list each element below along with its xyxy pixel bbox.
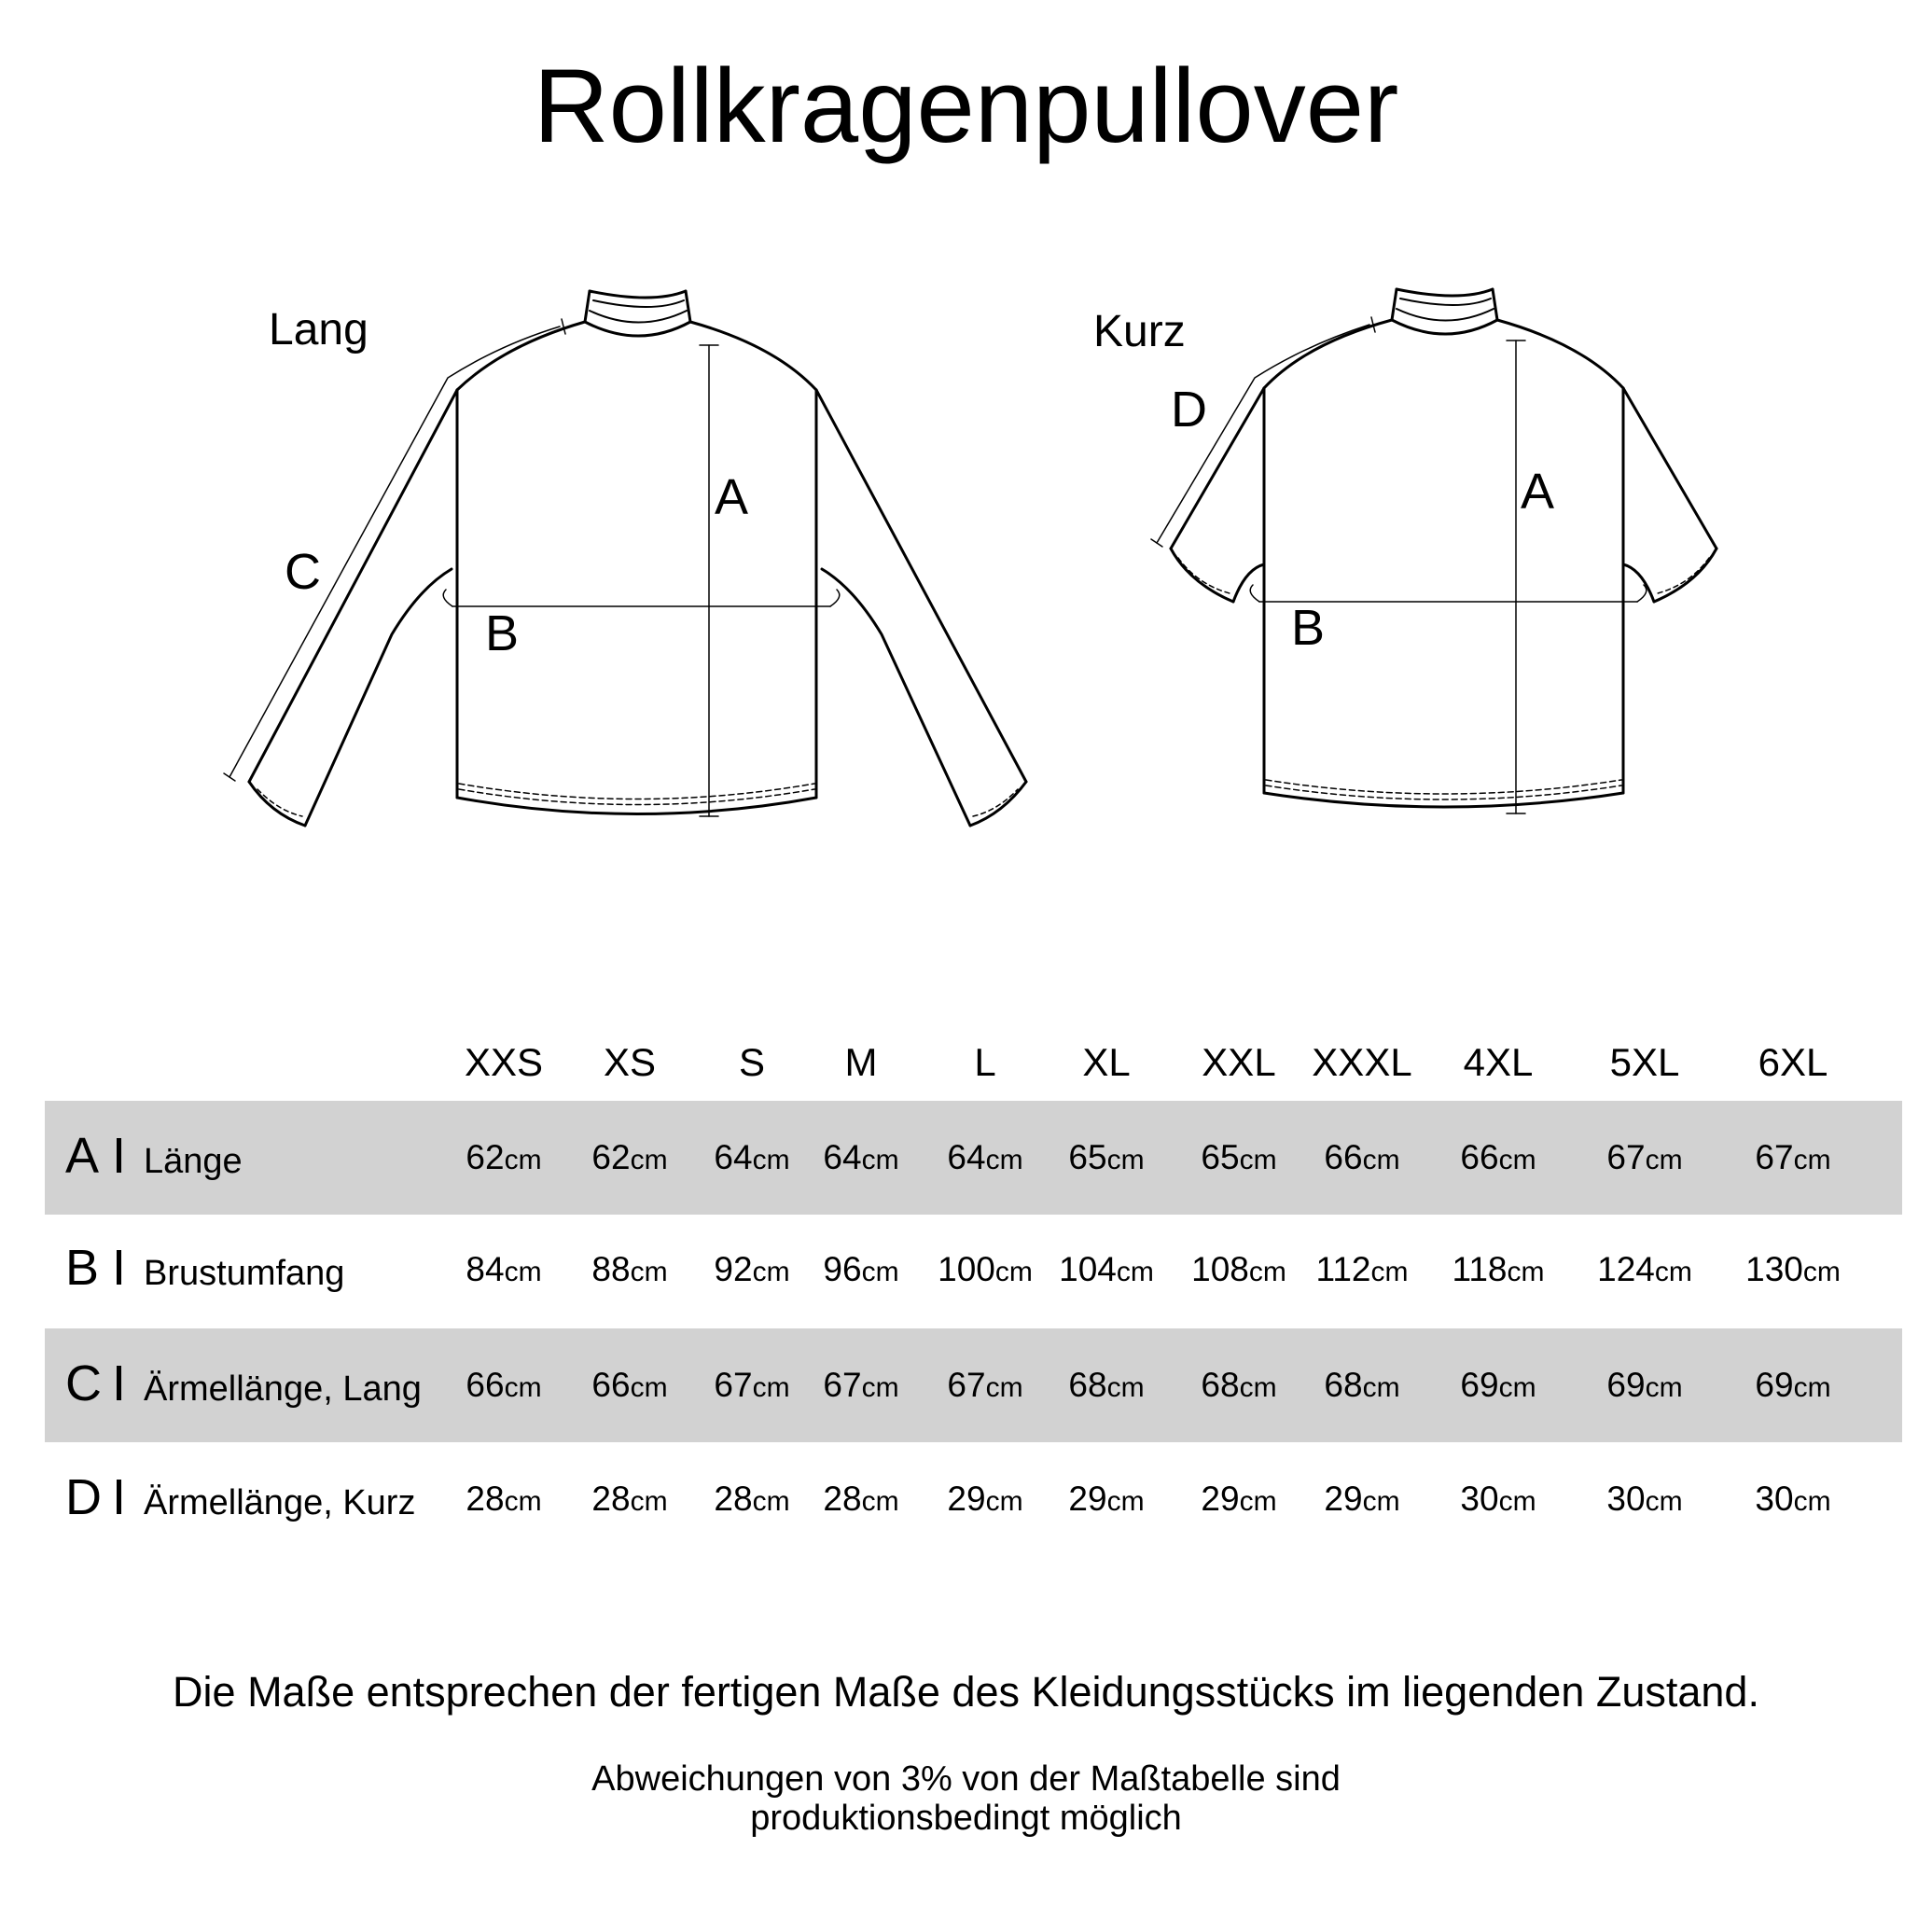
measurement-value: 66: [1324, 1138, 1363, 1176]
measurement-unit: cm: [504, 1486, 542, 1517]
measurement-value: 88: [591, 1250, 631, 1288]
measurement-value: 30: [1606, 1480, 1646, 1518]
measurement-cell: [1565, 1366, 1724, 1405]
table-row-d: [45, 1442, 1902, 1556]
row-letter: C: [65, 1355, 102, 1411]
measurement-unit: cm: [1116, 1257, 1154, 1287]
measurement-value: 69: [1460, 1366, 1499, 1404]
measurement-value: 124: [1597, 1250, 1655, 1288]
measurement-unit: cm: [504, 1372, 542, 1403]
measurement-unit: cm: [752, 1372, 790, 1403]
measurement-unit: cm: [1362, 1486, 1400, 1517]
measurement-value: 28: [714, 1480, 753, 1518]
table-row-b: [45, 1213, 1902, 1327]
measurement-unit: cm: [861, 1372, 899, 1403]
measurement-value: 96: [823, 1250, 862, 1288]
measurement-cell: [1419, 1138, 1578, 1177]
size-header: XXS: [464, 1040, 544, 1084]
measurement-unit: cm: [1645, 1486, 1683, 1517]
measurement-cell: [1283, 1250, 1441, 1289]
measurement-unit: cm: [1645, 1145, 1683, 1175]
table-row-c: [45, 1328, 1902, 1442]
size-header: XXXL: [1312, 1040, 1412, 1084]
measurement-value: 62: [466, 1138, 505, 1176]
dimension-label-a: A: [715, 469, 749, 525]
row-name: Brustumfang: [144, 1254, 345, 1293]
measurement-unit: cm: [630, 1145, 668, 1175]
measurement-cell: [1283, 1138, 1441, 1177]
measurement-unit: cm: [985, 1145, 1023, 1175]
size-header: L: [974, 1040, 996, 1084]
measurement-unit: cm: [1793, 1372, 1831, 1403]
measurement-unit: cm: [994, 1257, 1033, 1287]
garment-drawings: [0, 0, 1932, 933]
row-separator: I: [112, 1240, 127, 1296]
table-row-a: [45, 1101, 1902, 1215]
measurement-unit: cm: [1793, 1486, 1831, 1517]
measurement-cell: [1714, 1138, 1872, 1177]
measurement-value: 67: [714, 1366, 753, 1404]
size-header: M: [844, 1040, 878, 1084]
measurement-value: 84: [466, 1250, 505, 1288]
size-header: XL: [1082, 1040, 1131, 1084]
tolerance-note: [0, 1759, 1932, 1838]
size-header: 6XL: [1758, 1040, 1828, 1084]
measurement-value: 29: [947, 1480, 986, 1518]
measurement-cell: [1714, 1250, 1872, 1289]
measurement-value: 66: [466, 1366, 505, 1404]
measurement-unit: cm: [861, 1257, 899, 1287]
row-separator: I: [112, 1128, 127, 1184]
measurement-value: 108: [1191, 1250, 1249, 1288]
measurement-value: 92: [714, 1250, 753, 1288]
measurement-cell: [1565, 1480, 1724, 1519]
size-header: S: [738, 1040, 765, 1084]
measurement-unit: cm: [1239, 1372, 1277, 1403]
measurement-value: 68: [1068, 1366, 1107, 1404]
row-key: [65, 1239, 344, 1297]
measurement-unit: cm: [1793, 1145, 1831, 1175]
short-sleeve-sweater-drawing: [1151, 289, 1717, 813]
measurement-unit: cm: [630, 1257, 668, 1287]
measurement-value: 67: [1755, 1138, 1794, 1176]
measurement-value: 30: [1460, 1480, 1499, 1518]
measurement-unit: cm: [1248, 1257, 1286, 1287]
measurement-value: 69: [1606, 1366, 1646, 1404]
measurement-unit: cm: [985, 1372, 1023, 1403]
measurement-value: 112: [1315, 1250, 1371, 1288]
dimension-label-a: A: [1521, 464, 1555, 520]
measurement-unit: cm: [1498, 1372, 1536, 1403]
measurement-cell: [1419, 1480, 1578, 1519]
measurement-cell: [1714, 1366, 1872, 1405]
row-letter: D: [65, 1469, 102, 1525]
row-key: [65, 1468, 415, 1526]
measurement-value: 28: [823, 1480, 862, 1518]
measurement-cell: [1714, 1480, 1872, 1519]
dimension-label-b: B: [485, 605, 520, 661]
measurement-cell: [1283, 1366, 1441, 1405]
measurement-value: 29: [1324, 1480, 1363, 1518]
measurement-unit: cm: [1239, 1145, 1277, 1175]
measurement-unit: cm: [752, 1145, 790, 1175]
dimension-label-c: C: [285, 544, 321, 600]
measurement-value: 28: [466, 1480, 505, 1518]
measurement-value: 29: [1201, 1480, 1240, 1518]
measurement-unit: cm: [1106, 1145, 1145, 1175]
measurement-value: 104: [1059, 1250, 1117, 1288]
measurement-unit: cm: [1645, 1372, 1683, 1403]
measurement-unit: cm: [861, 1145, 899, 1175]
measurement-value: 67: [823, 1366, 862, 1404]
measurement-value: 65: [1201, 1138, 1240, 1176]
measurement-cell: [1565, 1250, 1724, 1289]
measurement-unit: cm: [1106, 1372, 1145, 1403]
measurement-value: 66: [591, 1366, 631, 1404]
row-name: Ärmellänge, Lang: [144, 1369, 422, 1409]
measurement-unit: cm: [630, 1486, 668, 1517]
measurement-unit: cm: [504, 1257, 542, 1287]
measurement-unit: cm: [1498, 1486, 1536, 1517]
garment-label-short: Kurz: [1093, 307, 1186, 356]
measurement-unit: cm: [630, 1372, 668, 1403]
measurement-value: 67: [1606, 1138, 1646, 1176]
size-header: 5XL: [1609, 1040, 1680, 1084]
measurement-value: 64: [823, 1138, 862, 1176]
long-sleeve-sweater-drawing: [224, 291, 1026, 826]
measurement-unit: cm: [752, 1486, 790, 1517]
row-separator: I: [112, 1355, 127, 1411]
size-header: XXL: [1202, 1040, 1276, 1084]
measurement-value: 62: [591, 1138, 631, 1176]
row-letter: A: [65, 1128, 100, 1184]
size-header: XS: [603, 1040, 657, 1084]
measurement-unit: cm: [1362, 1145, 1400, 1175]
measurement-value: 29: [1068, 1480, 1107, 1518]
dimension-label-d: D: [1171, 382, 1207, 438]
measurement-unit: cm: [1106, 1486, 1145, 1517]
measurement-value: 130: [1745, 1250, 1803, 1288]
row-separator: I: [112, 1469, 127, 1525]
row-name: Länge: [144, 1142, 243, 1181]
measurement-unit: cm: [1802, 1257, 1841, 1287]
measurement-cell: [1419, 1366, 1578, 1405]
measurement-unit: cm: [1370, 1257, 1409, 1287]
measurement-value: 66: [1460, 1138, 1499, 1176]
measurement-cell: [1565, 1138, 1724, 1177]
measurement-unit: cm: [504, 1145, 542, 1175]
tolerance-note-line-1: Abweichungen von 3% von der Maßtabelle sind: [591, 1759, 1341, 1799]
size-header: 4XL: [1463, 1040, 1534, 1084]
measurement-value: 118: [1452, 1250, 1508, 1288]
measurement-value: 67: [947, 1366, 986, 1404]
measurement-value: 68: [1201, 1366, 1240, 1404]
measurement-value: 64: [947, 1138, 986, 1176]
measurement-unit: cm: [752, 1257, 790, 1287]
page-title: Rollkragenpullover: [533, 48, 1399, 164]
dimension-label-b: B: [1291, 600, 1326, 656]
measurement-cell: [1419, 1250, 1578, 1289]
measurement-value: 100: [938, 1250, 995, 1288]
garment-label-long: Lang: [269, 305, 368, 354]
measurement-value: 68: [1324, 1366, 1363, 1404]
measurement-unit: cm: [1507, 1257, 1545, 1287]
measurement-unit: cm: [985, 1486, 1023, 1517]
measurement-cell: [1283, 1480, 1441, 1519]
measurement-note: Die Maße entsprechen der fertigen Maße des Kleidungsstücks im liegenden Zustand.: [173, 1668, 1759, 1716]
row-key: [65, 1127, 243, 1185]
measurement-value: 28: [591, 1480, 631, 1518]
measurement-value: 64: [714, 1138, 753, 1176]
row-key: [65, 1355, 422, 1412]
row-name: Ärmellänge, Kurz: [144, 1483, 416, 1522]
measurement-value: 30: [1755, 1480, 1794, 1518]
measurement-unit: cm: [1498, 1145, 1536, 1175]
measurement-unit: cm: [861, 1486, 899, 1517]
measurement-unit: cm: [1654, 1257, 1692, 1287]
measurement-value: 69: [1755, 1366, 1794, 1404]
measurement-unit: cm: [1239, 1486, 1277, 1517]
measurement-unit: cm: [1362, 1372, 1400, 1403]
measurement-value: 65: [1068, 1138, 1107, 1176]
row-letter: B: [65, 1240, 100, 1296]
tolerance-note-line-2: produktionsbedingt möglich: [750, 1799, 1182, 1838]
